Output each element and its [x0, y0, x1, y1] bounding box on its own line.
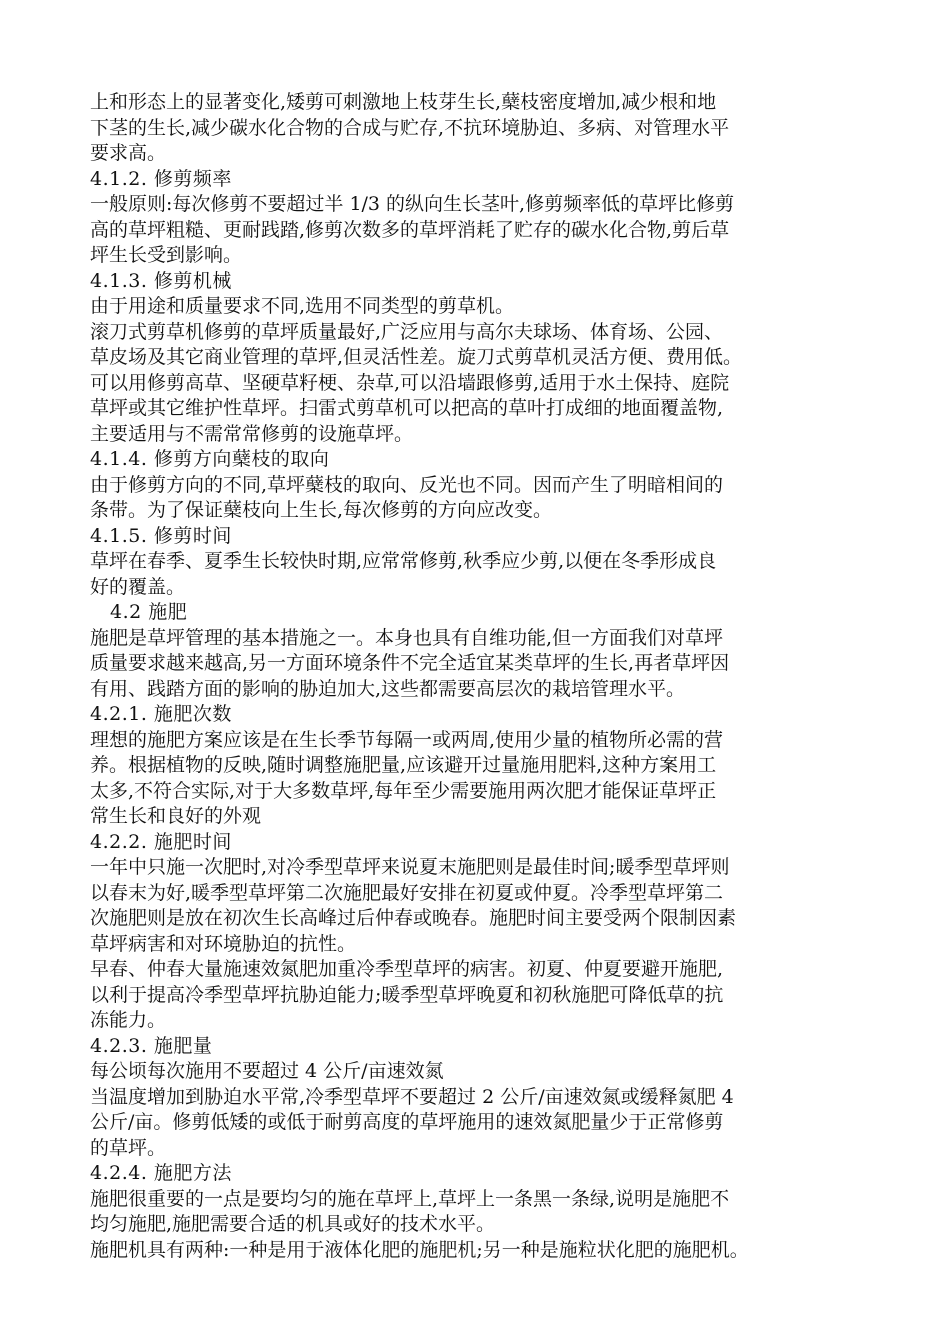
paragraph-line: 次施肥则是放在初次生长高峰过后仲春或晚春。施肥时间主要受两个限制因素 — [90, 907, 737, 929]
paragraph-line: 滚刀式剪草机修剪的草坪质量最好,广泛应用与高尔夫球场、体育场、公园、 — [90, 320, 724, 343]
paragraph-line: 主要适用与不需常常修剪的设施草坪。 — [90, 422, 414, 445]
paragraph-line: 冻能力。 — [90, 1009, 167, 1031]
paragraph-line: 草皮场及其它商业管理的草坪,但灵活性差。旋刀式剪草机灵活方便、费用低。 — [90, 346, 743, 368]
paragraph-line: 公斤/亩。修剪低矮的或低于耐剪高度的草坪施用的速效氮肥量少于正常修剪 — [90, 1111, 724, 1133]
paragraph-line: 草坪或其它维护性草坪。扫雷式剪草机可以把高的草叶打成细的地面覆盖物, — [90, 397, 724, 419]
paragraph-line: 一年中只施一次肥时,对冷季型草坪来说夏末施肥则是最佳时间;暖季型草坪则 — [90, 856, 730, 878]
paragraph-line: 施肥很重要的一点是要均匀的施在草坪上,草坪上一条黑一条绿,说明是施肥不 — [90, 1187, 730, 1210]
paragraph-line: 当温度增加到胁迫水平常,冷季型草坪不要超过 2 公斤/亩速效氮或缓释氮肥 4 — [90, 1085, 734, 1108]
paragraph-line: 施肥是草坪管理的基本措施之一。本身也具有自维功能,但一方面我们对草坪 — [90, 626, 724, 649]
paragraph-line: 坪生长受到影响。 — [90, 244, 243, 266]
paragraph-line: 上和形态上的显著变化,矮剪可刺激地上枝芽生长,蘖枝密度增加,减少根和地 — [90, 91, 717, 113]
section-heading: 4.2.4. 施肥方法 — [90, 1162, 232, 1184]
paragraph-line: 养。根据植物的反映,随时调整施肥量,应该避开过量施用肥料,这种方案用工 — [90, 754, 717, 776]
section-heading: 4.2.3. 施肥量 — [90, 1034, 213, 1057]
section-heading: 4.2.2. 施肥时间 — [90, 830, 232, 853]
paragraph-line: 质量要求越来越高,另一方面环境条件不完全适宜某类草坪的生长,再者草坪因 — [90, 652, 730, 674]
paragraph-line: 理想的施肥方案应该是在生长季节每隔一或两周,使用少量的植物所必需的营 — [90, 728, 724, 751]
paragraph-line: 高的草坪粗糙、更耐践踏,修剪次数多的草坪消耗了贮存的碳水化合物,剪后草 — [90, 218, 730, 241]
paragraph-line: 可以用修剪高草、坚硬草籽梗、杂草,可以沿墙跟修剪,适用于水土保持、庭院 — [90, 371, 730, 394]
document-page — [90, 90, 865, 1263]
paragraph-line: 早春、仲春大量施速效氮肥加重冷季型草坪的病害。初夏、仲夏要避开施肥, — [90, 958, 724, 980]
paragraph-line: 条带。为了保证蘖枝向上生长,每次修剪的方向应改变。 — [90, 499, 553, 521]
paragraph-line: 以利于提高冷季型草坪抗胁迫能力;暖季型草坪晚夏和初秋施肥可降低草的抗 — [90, 983, 724, 1006]
section-heading: 4.2.1. 施肥次数 — [90, 703, 232, 725]
paragraph-line: 每公顷每次施用不要超过 4 公斤/亩速效氮 — [90, 1060, 444, 1082]
paragraph-line: 好的覆盖。 — [90, 575, 186, 598]
section-heading: 4.1.4. 修剪方向蘖枝的取向 — [90, 448, 330, 470]
paragraph-line: 均匀施肥,施肥需要合适的机具或好的技术水平。 — [90, 1213, 496, 1235]
paragraph-line: 由于修剪方向的不同,草坪蘖枝的取向、反光也不同。因而产生了明暗相间的 — [90, 473, 724, 496]
document-body — [90, 90, 865, 1263]
paragraph-line: 施肥机具有两种:一种是用于液体化肥的施肥机;另一种是施粒状化肥的施肥机。 — [90, 1238, 749, 1261]
section-heading: 4.1.5. 修剪时间 — [90, 524, 232, 547]
paragraph-line: 要求高。 — [90, 142, 167, 164]
paragraph-line: 由于用途和质量要求不同,选用不同类型的剪草机。 — [90, 295, 515, 317]
section-heading: 4.1.2. 修剪频率 — [90, 167, 232, 190]
paragraph-line: 的草坪。 — [90, 1136, 167, 1159]
paragraph-line: 一般原则:每次修剪不要超过半 1/3 的纵向生长茎叶,修剪频率低的草坪比修剪 — [90, 193, 735, 215]
paragraph-line: 常生长和良好的外观 — [90, 805, 262, 827]
paragraph-line: 下茎的生长,减少碳水化合物的合成与贮存,不抗环境胁迫、多病、对管理水平 — [90, 116, 730, 139]
paragraph-line: 太多,不符合实际,对于大多数草坪,每年至少需要施用两次肥才能保证草坪正 — [90, 779, 717, 802]
paragraph-line: 草坪在春季、夏季生长较快时期,应常常修剪,秋季应少剪,以便在冬季形成良 — [90, 550, 717, 572]
section-heading: 4.1.3. 修剪机械 — [90, 269, 232, 292]
paragraph-line: 以春末为好,暖季型草坪第二次施肥最好安排在初夏或仲夏。冷季型草坪第二 — [90, 881, 724, 904]
paragraph-line: 草坪病害和对环境胁迫的抗性。 — [90, 932, 357, 955]
section-heading: 4.2 施肥 — [110, 601, 188, 623]
paragraph-line: 有用、践踏方面的影响的胁迫加大,这些都需要高层次的栽培管理水平。 — [90, 677, 686, 700]
